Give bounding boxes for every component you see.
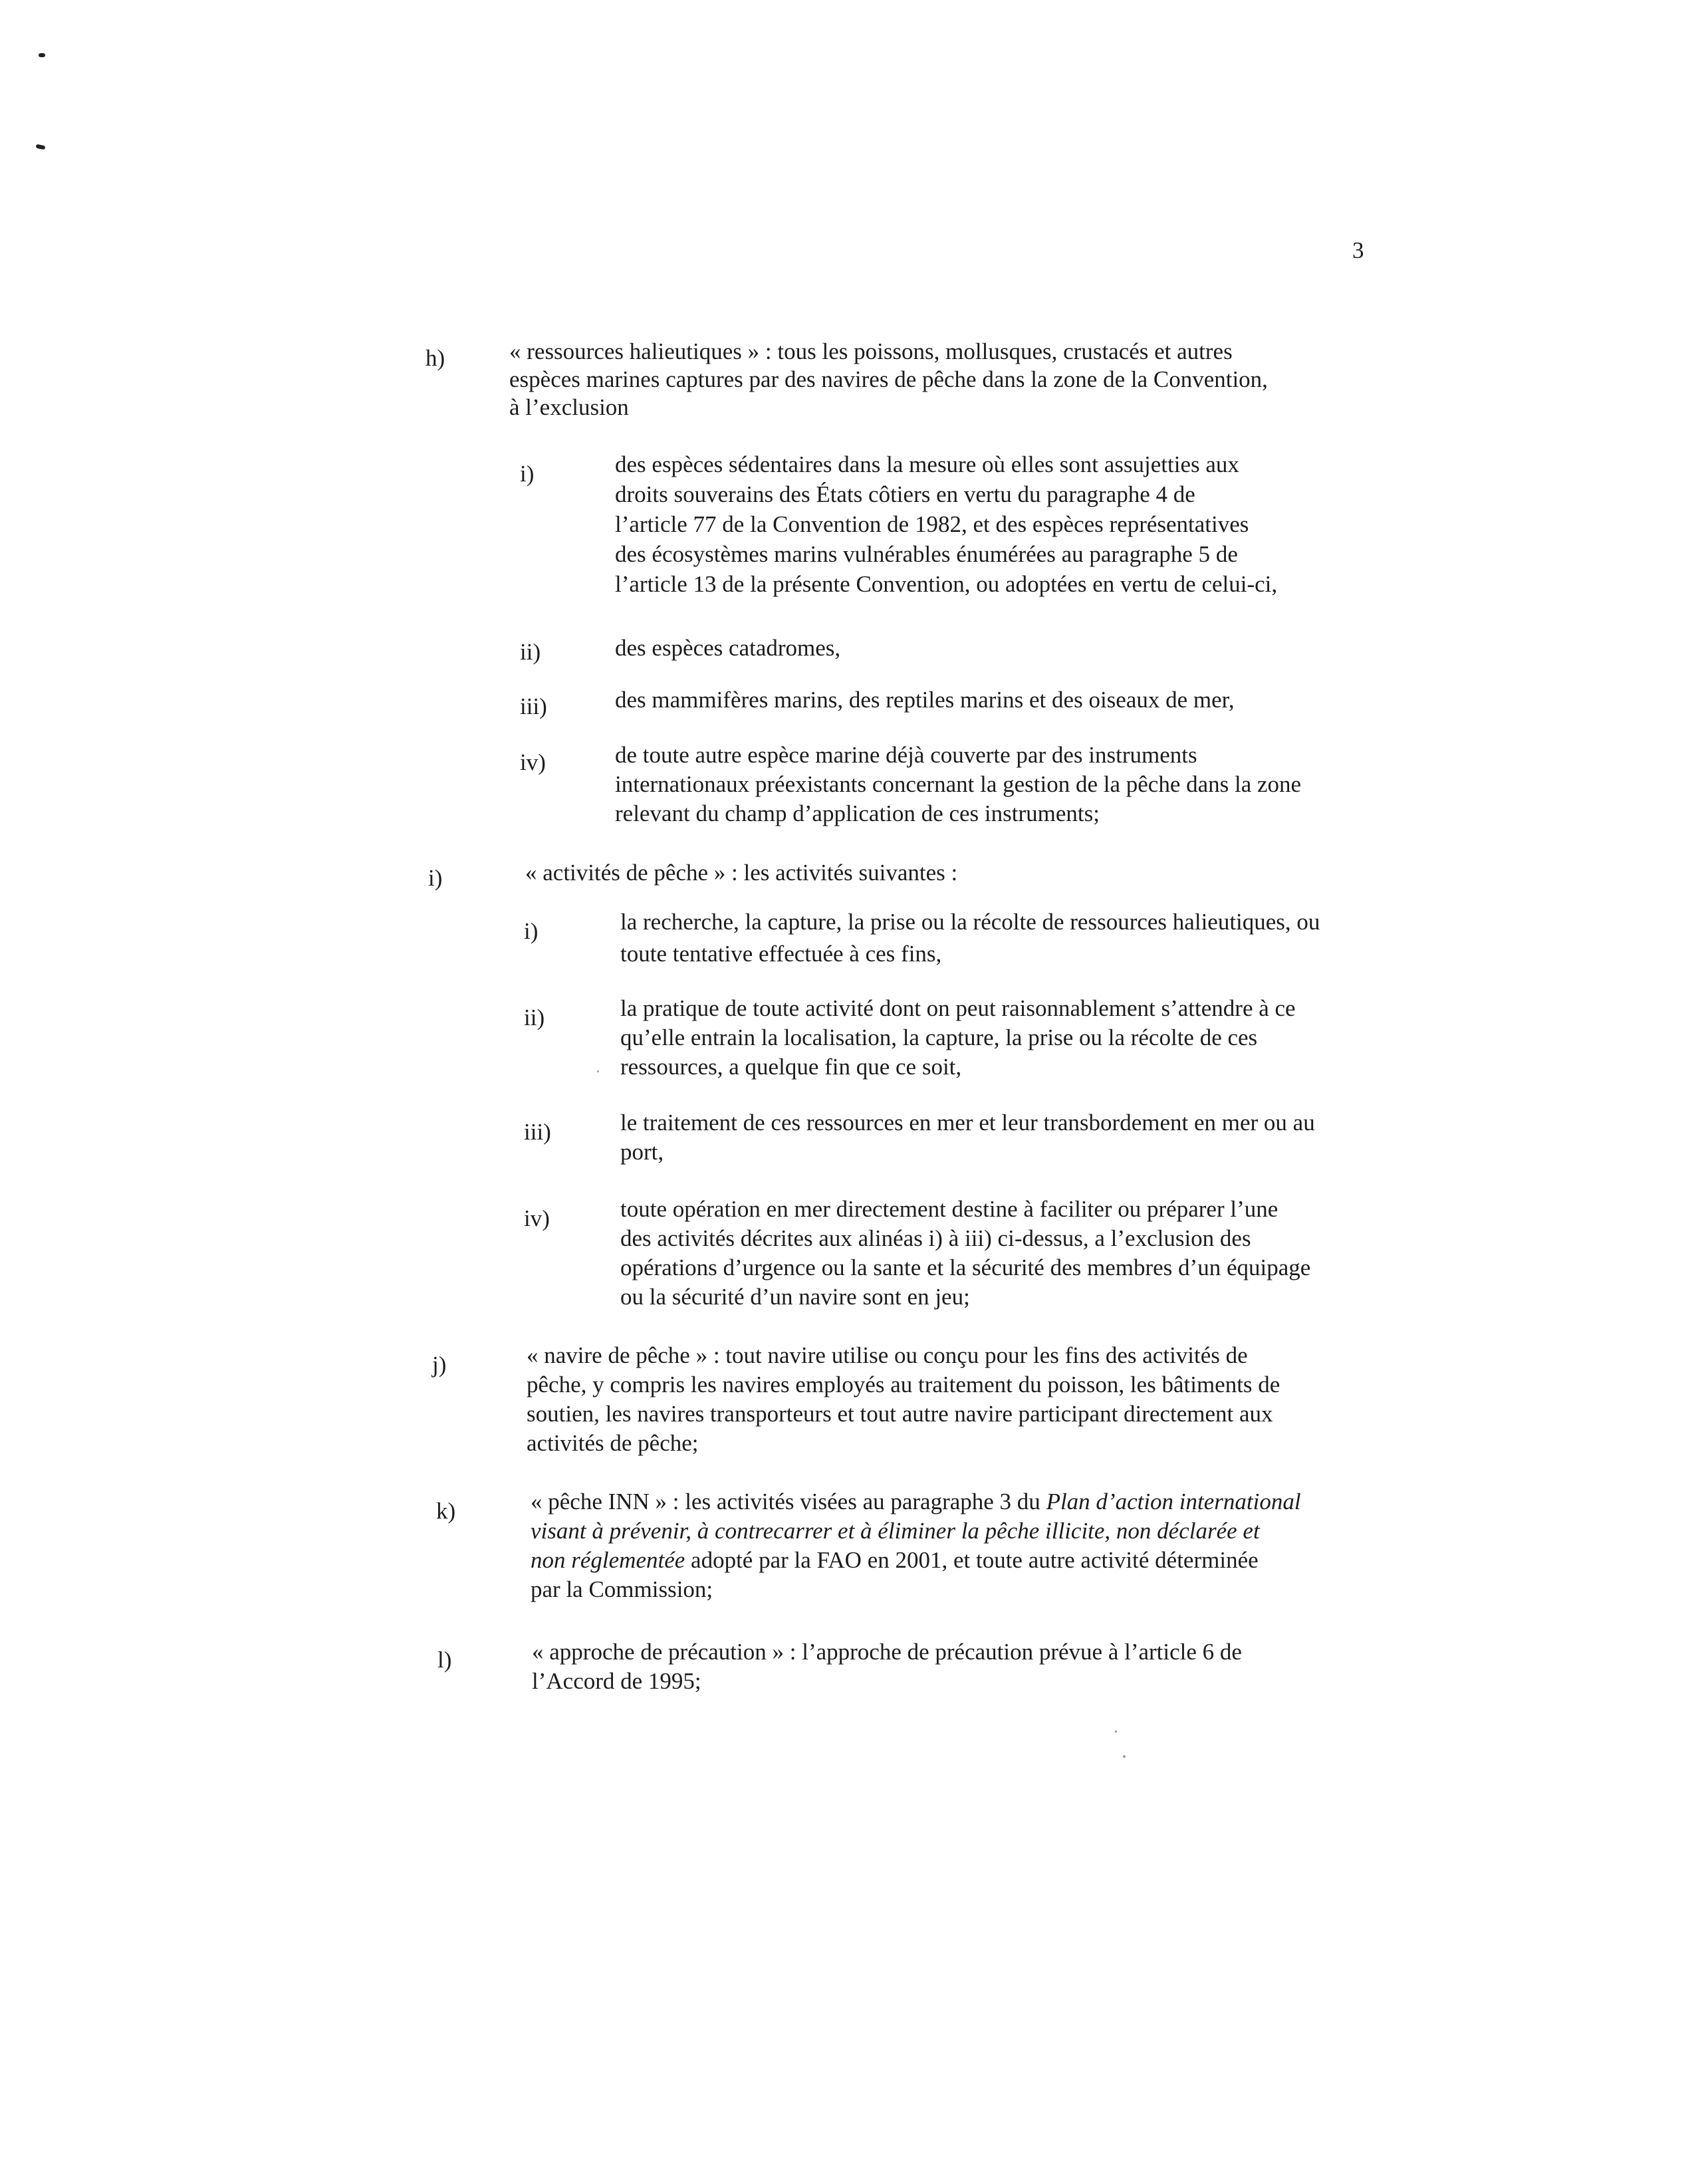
subitem-h-i-text: [615, 449, 1277, 600]
definition-marker-k: k): [436, 1498, 456, 1524]
text-line: l’article 13 de la présente Convention, ou adoptées en vertu de celui-ci,: [615, 571, 1278, 597]
scan-speck: [597, 1070, 599, 1072]
text-line: « navire de pêche » : tout navire utilise ou conçu pour les fins des activités de: [527, 1342, 1248, 1368]
scan-speck: [1123, 1755, 1126, 1758]
scan-speck: [1115, 1731, 1117, 1733]
scan-speck: [36, 144, 46, 150]
text-line: des mammifères marins, des reptiles marins et des oiseaux de mer,: [615, 687, 1235, 713]
text-line: [531, 1545, 1301, 1576]
subitem-i-iii-text: [620, 1108, 1315, 1167]
text-line: port,: [620, 1139, 664, 1165]
text-line: des espèces catadromes,: [615, 635, 841, 661]
subitem-i-ii-text: [620, 993, 1296, 1082]
text-line: soutien, les navires transporteurs et tout autre navire participant directement aux: [527, 1401, 1273, 1427]
definition-l-text: [532, 1637, 1242, 1697]
text-line: activités de pêche;: [527, 1430, 699, 1456]
text-line: opérations d’urgence ou la sante et la sécurité des membres d’un équipage: [620, 1255, 1311, 1280]
text-line: des espèces sédentaires dans la mesure où elles sont assujetties aux: [615, 451, 1239, 477]
text-line: la recherche, la capture, la prise ou la récolte de ressources halieutiques, ou: [620, 909, 1320, 935]
text-line: l’Accord de 1995;: [532, 1668, 701, 1694]
text-line: pêche, y compris les navires employés au traitement du poisson, les bâtiments de: [527, 1372, 1280, 1397]
subitem-marker: i): [520, 461, 535, 487]
text-line: toute opération en mer directement destine à faciliter ou préparer l’une: [620, 1196, 1278, 1222]
subitem-h-iv-text: [615, 740, 1301, 829]
definition-marker-j: j): [432, 1352, 447, 1378]
subitem-i-i-text: [620, 907, 1320, 969]
subitem-marker: iii): [524, 1119, 551, 1145]
text-line: « approche de précaution » : l’approche de précaution prévue à l’article 6 de: [532, 1639, 1242, 1665]
subitem-marker: ii): [520, 639, 541, 665]
text-line: à l’exclusion: [509, 394, 629, 420]
text-line: ressources, a quelque fin que ce soit,: [620, 1054, 962, 1080]
text-line: toute tentative effectuée à ces fins,: [620, 941, 942, 967]
definition-j-text: [527, 1340, 1280, 1459]
subitem-marker: i): [524, 918, 539, 944]
italic-title-run: visant à prévenir, à contrecarrer et à éliminer la pêche illicite, non déclarée et: [531, 1518, 1260, 1544]
text-line: relevant du champ d’application de ces instruments;: [615, 800, 1100, 826]
definition-i-text: [525, 858, 957, 888]
subitem-h-iii-text: [615, 685, 1235, 715]
subitem-marker: iv): [524, 1205, 550, 1231]
definition-marker-h: h): [425, 345, 445, 371]
text-line: de toute autre espèce marine déjà couverte par des instruments: [615, 742, 1197, 768]
text-run: « pêche INN » : les activités visées au paragraphe 3 du: [531, 1489, 1046, 1515]
subitem-marker: ii): [524, 1005, 545, 1031]
subitem-marker: iv): [520, 749, 546, 775]
text-line: qu’elle entrain la localisation, la capture, la prise ou la récolte de ces: [620, 1025, 1258, 1050]
text-line: ou la sécurité d’un navire sont en jeu;: [620, 1284, 970, 1310]
text-line: internationaux préexistants concernant la gestion de la pêche dans la zone: [615, 771, 1302, 797]
text-line: droits souverains des États côtiers en vertu du paragraphe 4 de: [615, 481, 1195, 507]
text-line: le traitement de ces ressources en mer et leur transbordement en mer ou au: [620, 1110, 1315, 1136]
italic-title-run: Plan d’action international: [1046, 1489, 1301, 1515]
text-line: [531, 1487, 1301, 1517]
text-line: des écosystèmes marins vulnérables énumérées au paragraphe 5 de: [615, 541, 1238, 567]
text-line: des activités décrites aux alinéas i) à iii) ci-dessus, a l’exclusion des: [620, 1225, 1251, 1251]
page-number: 3: [1352, 237, 1364, 263]
subitem-i-iv-text: [620, 1194, 1310, 1312]
text-line: « activités de pêche » : les activités suivantes :: [525, 860, 958, 886]
definition-k-text: [531, 1487, 1301, 1605]
text-line: espèces marines captures par des navires de pêche dans la zone de la Convention,: [509, 366, 1268, 392]
definition-marker-i: i): [428, 865, 443, 891]
text-line: par la Commission;: [531, 1576, 713, 1602]
subitem-marker: iii): [520, 693, 547, 719]
text-line: « ressources halieutiques » : tous les poissons, mollusques, crustacés et autres: [509, 338, 1233, 364]
definition-h-text: [509, 336, 1268, 423]
definition-marker-l: l): [437, 1647, 452, 1673]
text-run: adopté par la FAO en 2001, et toute autre activité déterminée: [685, 1547, 1259, 1573]
subitem-h-ii-text: [615, 633, 840, 664]
text-line: l’article 77 de la Convention de 1982, et des espèces représentatives: [615, 511, 1249, 537]
scan-speck: [39, 53, 45, 57]
text-line: la pratique de toute activité dont on peut raisonnablement s’attendre à ce: [620, 995, 1296, 1021]
italic-title-run: non réglementée: [531, 1547, 685, 1573]
